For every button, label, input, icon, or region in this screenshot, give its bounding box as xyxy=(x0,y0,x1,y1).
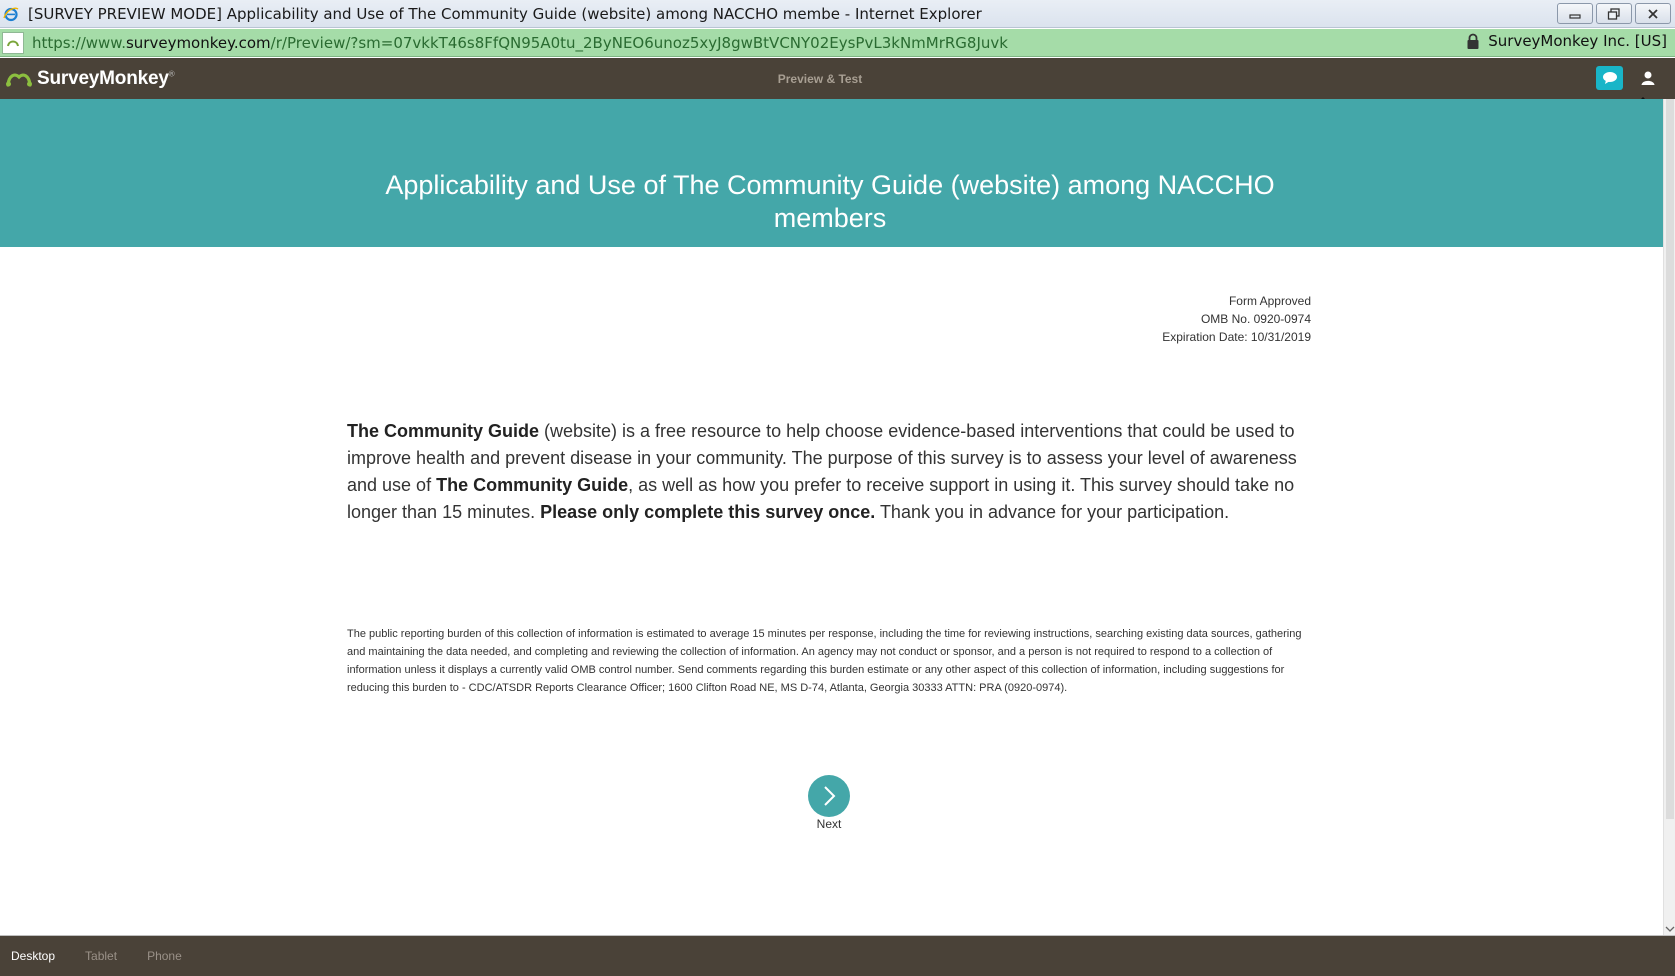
expiration-date: Expiration Date: 10/31/2019 xyxy=(1162,330,1311,344)
url-domain: surveymonkey.com xyxy=(125,33,271,52)
close-window-button[interactable] xyxy=(1635,3,1671,24)
preview-test-label: Preview & Test xyxy=(777,72,863,86)
survey-title: Applicability and Use of The Community Guide (website) among NACCHO members xyxy=(385,170,1275,233)
minimize-button[interactable] xyxy=(1557,3,1593,24)
chevron-right-icon xyxy=(821,784,837,808)
next-button[interactable] xyxy=(808,775,850,817)
lock-icon xyxy=(1466,33,1480,50)
url-field[interactable] xyxy=(32,34,1008,52)
scroll-thumb[interactable] xyxy=(1666,99,1674,819)
intro-bold-1: The Community Guide xyxy=(347,421,540,441)
burden-statement: The public reporting burden of this collection of information is estimated to average 15 minutes per response, including the time for reviewing instructions, searching existing data sources, gathering and maintaining the data needed, and completing and reviewing the collection of information. An agency may not conduct or sponsor, and a person is not required to respond to a collection of information unless it displays a currently valid OMB control number. Send comments regarding this burden estimate or any other aspect of this collection of information, including suggestions for reducing this burden to - CDC/ATSDR Reports Clearance Officer; 1600 Clifton Road NE, MS D-74, Atlanta, Georgia 30333 ATTN: PRA (0920-0974). xyxy=(347,628,1302,694)
omb-number: OMB No. 0920-0974 xyxy=(1200,312,1311,326)
next-label[interactable]: Next xyxy=(816,817,842,831)
tab-phone[interactable]: Phone xyxy=(147,949,182,963)
intro-text-3: Thank you in advance for your participation. xyxy=(875,502,1230,522)
restore-button[interactable] xyxy=(1596,3,1632,24)
tab-tablet[interactable]: Tablet xyxy=(85,949,118,963)
restore-icon xyxy=(1607,8,1621,20)
window-controls xyxy=(1557,3,1671,24)
site-identity-label: SurveyMonkey Inc. [US] xyxy=(1488,32,1667,50)
window-titlebar xyxy=(0,0,1675,28)
intro-bold-3: Please only complete this survey once. xyxy=(540,502,876,522)
url-path: /r/Preview/?sm=07vkkT46s8FfQN95A0tu_2ByNEO6unoz5xyJ8gwBtVCNY02EysPvL3kNmMrRG8Juvk xyxy=(270,33,1008,52)
page-scrollbar[interactable] xyxy=(1663,99,1675,935)
speech-bubble-icon xyxy=(1602,71,1618,85)
user-icon xyxy=(1640,70,1656,86)
intro-paragraph xyxy=(347,418,1317,526)
app-header xyxy=(0,58,1675,99)
invite-user-button[interactable] xyxy=(1634,66,1661,90)
scroll-down-icon[interactable] xyxy=(1665,925,1675,933)
form-approval xyxy=(1080,292,1311,346)
internet-explorer-icon xyxy=(3,6,19,22)
url-prefix: https://www. xyxy=(32,33,126,52)
logo-text: SurveyMonkey® xyxy=(37,68,175,89)
intro-text-2: , as well as how you prefer to receive support in using it. This survey should take no longer than 15 minutes. xyxy=(347,475,1295,522)
intro-text-1: (website) is a free resource to help choose evidence-based interventions that could be used to improve health and prevent disease in your community. The purpose of this survey is to assess your level of awareness and use of xyxy=(347,421,1297,495)
tab-desktop[interactable]: Desktop xyxy=(11,949,56,963)
page-icon xyxy=(2,32,24,54)
close-icon xyxy=(1647,8,1659,20)
address-bar xyxy=(0,29,1675,57)
window-title: [SURVEY PREVIEW MODE] Applicability and Use of The Community Guide (website) among NACCHO membe - Internet Explorer xyxy=(28,4,982,23)
site-identity[interactable] xyxy=(1466,32,1667,50)
survey-banner xyxy=(0,99,1663,247)
form-approved-label: Form Approved xyxy=(1228,294,1311,308)
intro-bold-2: The Community Guide xyxy=(436,475,629,495)
comment-button[interactable] xyxy=(1596,66,1623,90)
minimize-icon xyxy=(1569,9,1581,19)
registered-mark: ® xyxy=(168,69,175,79)
device-preview-bar xyxy=(0,935,1675,976)
survey-page-icon xyxy=(6,36,20,50)
